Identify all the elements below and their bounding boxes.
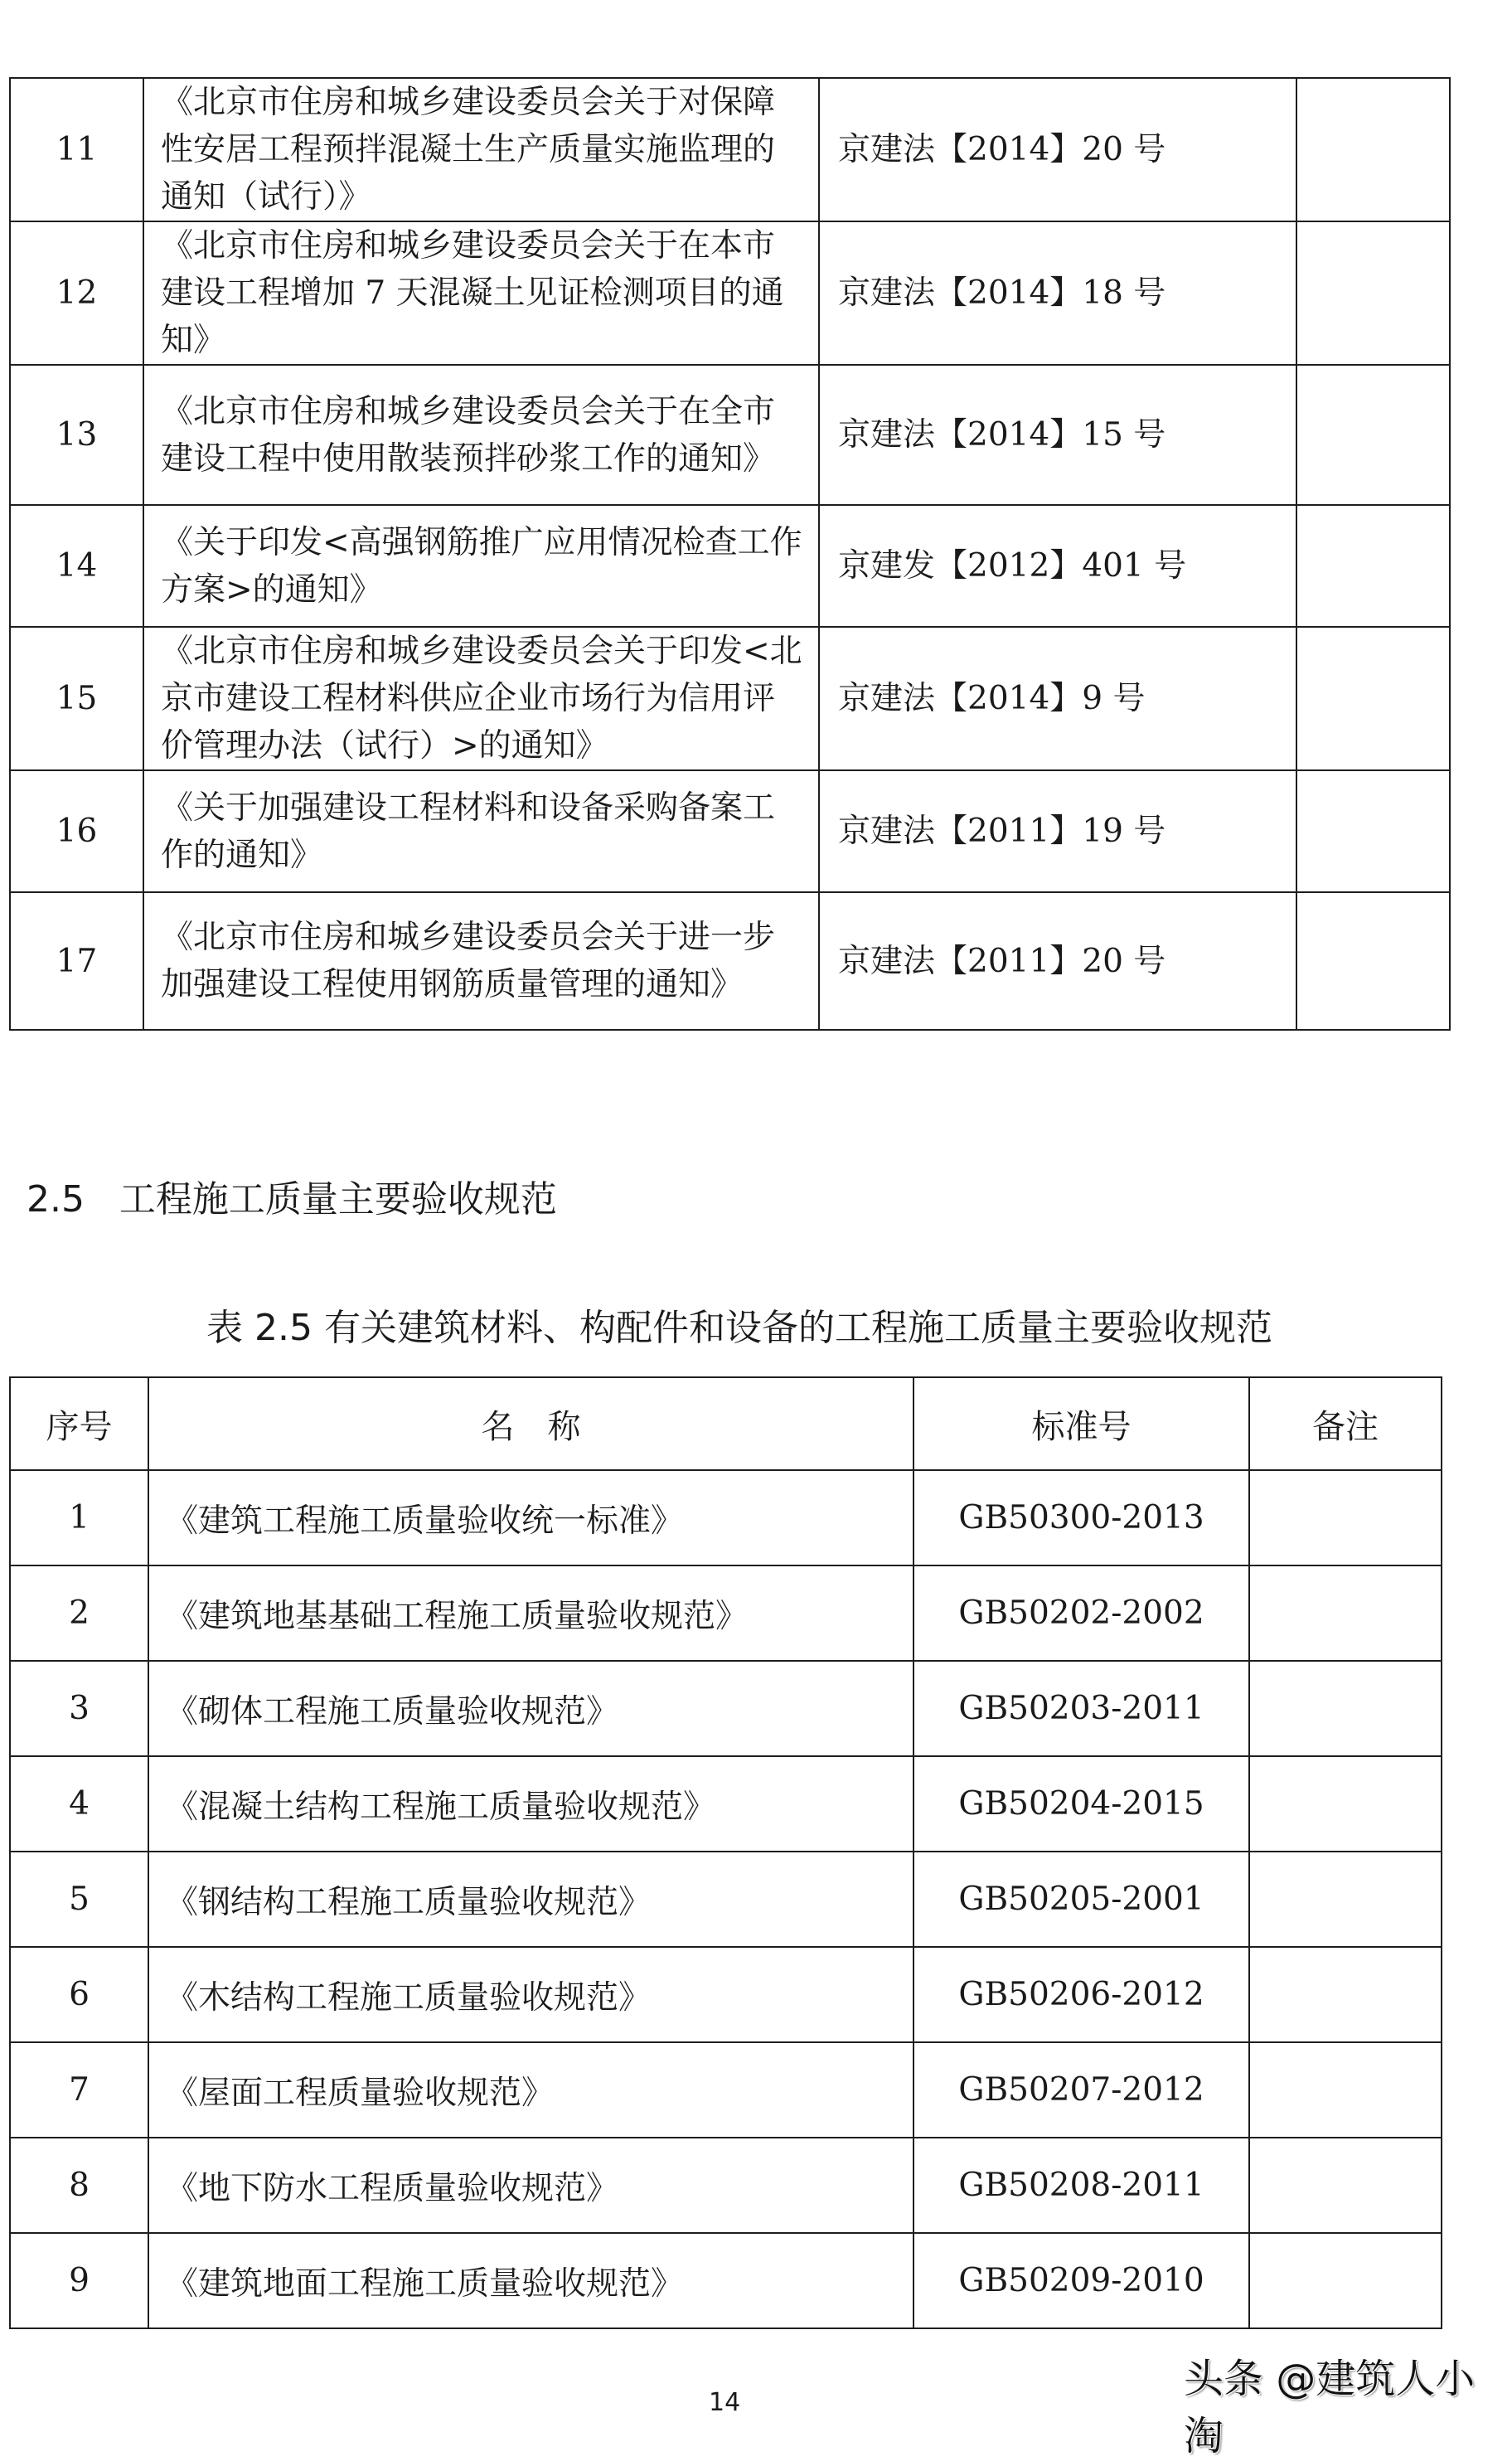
table-row [10, 2138, 1442, 2233]
row-number: 3 [10, 1661, 148, 1756]
row-number: 11 [10, 78, 143, 221]
row-number: 5 [10, 1852, 148, 1947]
row-number: 12 [10, 221, 143, 365]
document-title: 《关于印发<高强钢筋推广应用情况检查工作方案>的通知》 [143, 505, 819, 627]
header-name: 名 称 [148, 1377, 914, 1470]
row-number: 7 [10, 2042, 148, 2138]
row-number: 2 [10, 1565, 148, 1661]
remarks-cell [1296, 627, 1450, 770]
table-row [10, 892, 1450, 1030]
remarks-cell [1249, 1756, 1442, 1852]
table-row [10, 2233, 1442, 2328]
standard-title: 《木结构工程施工质量验收规范》 [148, 1947, 914, 2042]
table-row [10, 1852, 1442, 1947]
remarks-cell [1296, 78, 1450, 221]
table-row [10, 770, 1450, 892]
header-standard-no: 标准号 [914, 1377, 1249, 1470]
standard-number: GB50204-2015 [914, 1756, 1249, 1852]
standard-title: 《建筑工程施工质量验收统一标准》 [148, 1470, 914, 1565]
document-code: 京建法【2014】9 号 [819, 627, 1296, 770]
standard-title: 《地下防水工程质量验收规范》 [148, 2138, 914, 2233]
remarks-cell [1296, 892, 1450, 1030]
document-title: 《北京市住房和城乡建设委员会关于在全市建设工程中使用散装预拌砂浆工作的通知》 [143, 365, 819, 505]
standard-number: GB50203-2011 [914, 1661, 1249, 1756]
standard-title: 《砌体工程施工质量验收规范》 [148, 1661, 914, 1756]
remarks-cell [1296, 505, 1450, 627]
document-title: 《北京市住房和城乡建设委员会关于进一步加强建设工程使用钢筋质量管理的通知》 [143, 892, 819, 1030]
row-number: 4 [10, 1756, 148, 1852]
standard-title: 《建筑地面工程施工质量验收规范》 [148, 2233, 914, 2328]
document-title: 《北京市住房和城乡建设委员会关于印发<北京市建设工程材料供应企业市场行为信用评价管理办法（试行）>的通知》 [143, 627, 819, 770]
standard-title: 《屋面工程质量验收规范》 [148, 2042, 914, 2138]
remarks-cell [1249, 1470, 1442, 1565]
row-number: 9 [10, 2233, 148, 2328]
header-remarks: 备注 [1249, 1377, 1442, 1470]
row-number: 6 [10, 1947, 148, 2042]
document-code: 京建发【2012】401 号 [819, 505, 1296, 627]
document-code: 京建法【2011】19 号 [819, 770, 1296, 892]
acceptance-standards-table [9, 1376, 1442, 2329]
remarks-cell [1296, 770, 1450, 892]
document-code: 京建法【2014】20 号 [819, 78, 1296, 221]
remarks-cell [1296, 221, 1450, 365]
document-title: 《关于加强建设工程材料和设备采购备案工作的通知》 [143, 770, 819, 892]
row-number: 16 [10, 770, 143, 892]
row-number: 15 [10, 627, 143, 770]
table-row [10, 221, 1450, 365]
row-number: 13 [10, 365, 143, 505]
document-code: 京建法【2014】15 号 [819, 365, 1296, 505]
document-title: 《北京市住房和城乡建设委员会关于对保障性安居工程预拌混凝土生产质量实施监理的通知（试行）》 [143, 78, 819, 221]
row-number: 14 [10, 505, 143, 627]
table-row [10, 627, 1450, 770]
document-title: 《北京市住房和城乡建设委员会关于在本市建设工程增加 7 天混凝土见证检测项目的通知》 [143, 221, 819, 365]
remarks-cell [1249, 1852, 1442, 1947]
section-heading: 2.5 工程施工质量主要验收规范 [27, 1178, 557, 1221]
document-code: 京建法【2014】18 号 [819, 221, 1296, 365]
table-caption: 表 2.5 有关建筑材料、构配件和设备的工程施工质量主要验收规范 [206, 1307, 1272, 1349]
table-row [10, 505, 1450, 627]
document-code: 京建法【2011】20 号 [819, 892, 1296, 1030]
remarks-cell [1249, 2233, 1442, 2328]
remarks-cell [1249, 1661, 1442, 1756]
standard-title: 《钢结构工程施工质量验收规范》 [148, 1852, 914, 1947]
table-row [10, 1565, 1442, 1661]
remarks-cell [1249, 1947, 1442, 2042]
standard-number: GB50300-2013 [914, 1470, 1249, 1565]
remarks-cell [1296, 365, 1450, 505]
remarks-cell [1249, 2138, 1442, 2233]
page-number: 14 [709, 2388, 741, 2417]
header-seq: 序号 [10, 1377, 148, 1470]
table-header-row [10, 1377, 1442, 1470]
table-row [10, 78, 1450, 221]
standard-title: 《建筑地基基础工程施工质量验收规范》 [148, 1565, 914, 1661]
standard-number: GB50205-2001 [914, 1852, 1249, 1947]
table-row [10, 365, 1450, 505]
row-number: 1 [10, 1470, 148, 1565]
remarks-cell [1249, 1565, 1442, 1661]
table-row [10, 1470, 1442, 1565]
table-row [10, 1661, 1442, 1756]
table-row [10, 2042, 1442, 2138]
regulations-table-continued [9, 77, 1451, 1031]
standard-number: GB50209-2010 [914, 2233, 1249, 2328]
remarks-cell [1249, 2042, 1442, 2138]
standard-number: GB50207-2012 [914, 2042, 1249, 2138]
row-number: 8 [10, 2138, 148, 2233]
row-number: 17 [10, 892, 143, 1030]
standard-number: GB50208-2011 [914, 2138, 1249, 2233]
watermark: 头条 @建筑人小淘 [1184, 2356, 1476, 2459]
standard-number: GB50206-2012 [914, 1947, 1249, 2042]
table-row [10, 1756, 1442, 1852]
table-row [10, 1947, 1442, 2042]
standard-title: 《混凝土结构工程施工质量验收规范》 [148, 1756, 914, 1852]
standard-number: GB50202-2002 [914, 1565, 1249, 1661]
